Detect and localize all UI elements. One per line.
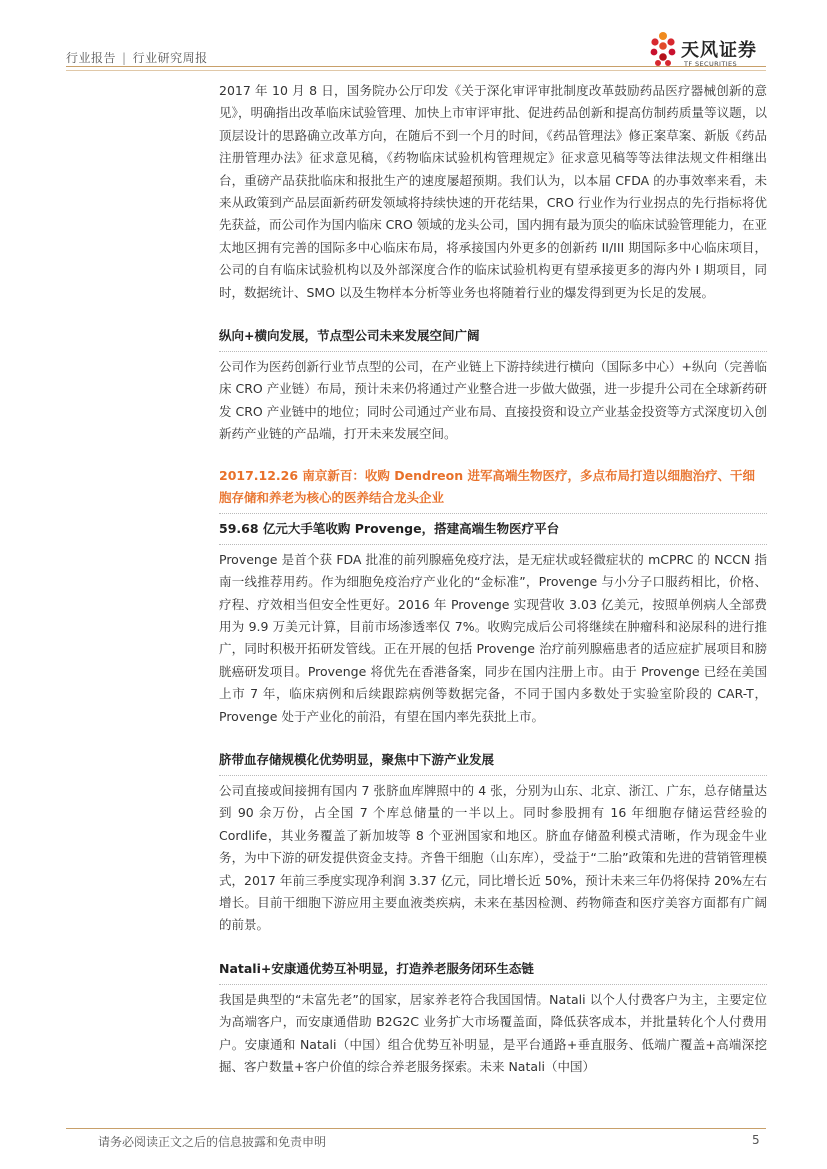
report-series: 行业研究周报: [132, 51, 208, 65]
footer-disclaimer: 请务必阅读正文之后的信息披露和免责申明: [98, 1135, 327, 1149]
report-body: [219, 80, 767, 1078]
logo-flower-icon: [648, 30, 678, 68]
header-divider: [66, 66, 766, 67]
section-heading-natali: Natali+安康通优势互补明显，打造养老服务闭环生态链: [219, 960, 534, 976]
paragraph-policy-reform: 2017 年 10 月 8 日，国务院办公厅印发《关于深化审评审批制度改革鼓励药品医疗器械创新的意见》，明确指出改革临床试验管理、加快上市审评审批、促进药品创新和提高仿制药质量等议题，以顶层设计的思路确立改革方向，在随后不到一个月的时间，《药品管理法》修正案草案、新版《药品注册管理办法》征求意见稿，《药物临床试验机构管理规定》征求意见稿等等法律法规文件相继出台，重磅产品获批临床和报批生产的速度屡超预期。我们认为，以本届 CFDA 的办事效率来看，未来从政策到产品层面新药研发领域将持续快速的开花结果，CRO 行业作为行业拐点的先行指标将优先获益，而公司作为国内临床 CRO 领域的龙头公司，国内拥有最为顶尖的临床试验管理能力，在亚太地区拥有完善的国际多中心临床布局，将承接国内外更多的创新药 II/III 期国际多中心临床项目，公司的自有临床试验机构以及外部深度合作的临床试验机构更有望承接更多的海内外 I 期项目，同时，数据统计、SMO 以及生物样本分析等业务也将随着行业的爆发得到更为长足的发展。: [219, 83, 767, 300]
paragraph-node-company: 公司作为医药创新行业节点型的公司，在产业链上下游持续进行横向（国际多中心）+纵向（完善临床 CRO 产业链）布局，预计未来仍将通过产业整合进一步做大做强，进一步提升公司在全球新药研发 CRO 产业链中的地位；同时公司通过产业布局、直接投资和设立产业基金投资等方式深度切入创新药产业链的产品端，打开未来发展空间。: [219, 359, 767, 442]
section-heading-vertical-horizontal: 纵向+横向发展，节点型公司未来发展空间广阔: [219, 328, 480, 344]
paragraph-cord-blood: 公司直接或间接拥有国内 7 张脐血库牌照中的 4 张，分别为山东、北京、浙江、广东，总存储量达到 90 余万份，占全国 7 个库总储量的一半以上。同时参股拥有 16 年细胞存储运营经验的 Cordlife，其业务覆盖了新加坡等 8 个亚洲国家和地区。脐血存储盈利模式清晰，作为现金牛业务，为中下游的研发提供资金支持。齐鲁干细胞（山东库），受益于“二胎”政策和先进的营销管理模式，2017 年前三季度实现净利润 3.37 亿元，同比增长近 50%，预计未来三年仍将保持 20%左右增长。目前干细胞下游应用主要血液类疾病，未来在基因检测、药物筛查和医疗美容方面都有广阔的前景。: [219, 782, 767, 933]
news-headline: 2017.12.26 南京新百：收购 Dendreon 进军高端生物医疗，多点布局打造以细胞治疗、干细胞存储和养老为核心的医养结合龙头企业: [219, 467, 755, 505]
header-divider-thin: [66, 70, 766, 71]
paragraph-provenge: Provenge 是首个获 FDA 批准的前列腺癌免疫疗法，是无症状或轻微症状的 mCPRC 的 NCCN 指南一线推荐用药。作为细胞免疫治疗产业化的“金标准”，Provenge 与小分子口服药相比，价格、疗程、疗效相当但安全性更好。2016 年 Provenge 实现营收 3.03 亿美元，按照单例病人全部费用为 9.9 万美元计算，目前市场渗透率仅 7%。收购完成后公司将继续在肿瘤科和泌尿科的进行推广，同时积极开拓研发管线。正在开展的包括 Provenge 治疗前列腺癌患者的适应症扩展项目和膀胱癌研发项目。Provenge 将优先在香港备案，同步在国内注册上市。由于 Provenge 已经在美国上市 7 年，临床病例和后续跟踪病例等数据完备，不同于国内多数处于实验室阶段的 CAR-T，Provenge 处于产业化的前沿，有望在国内率先获批上市。: [219, 551, 767, 724]
logo-text-en: TF SECURITIES: [684, 60, 738, 68]
report-type: 行业报告: [66, 51, 117, 65]
paragraph-elderly-care: 我国是典型的“未富先老”的国家，居家养老符合我国国情。Natali 以个人付费客户为主，主要定位为高端客户，而安康通借助 B2G2C 业务扩大市场覆盖面，降低获客成本，并批量转化个人付费用户。安康通和 Natali（中国）组合优势互补明显，是平台通路+垂直服务、低端广覆盖+高端深挖掘、客户数量+客户价值的综合养老服务探索。未来 Natali（中国）: [219, 991, 767, 1074]
section-heading-provenge: 59.68 亿元大手笔收购 Provenge，搭建高端生物医疗平台: [219, 520, 560, 536]
section-heading-cord-blood: 脐带血存储规模化优势明显，聚焦中下游产业发展: [219, 751, 495, 767]
page-number: 5: [752, 1133, 760, 1147]
footer-divider: [66, 1128, 766, 1129]
company-logo: [648, 30, 768, 70]
logo-text-cn: 天风证券: [681, 40, 757, 61]
report-category: [66, 49, 208, 66]
header-separator: |: [122, 51, 127, 65]
